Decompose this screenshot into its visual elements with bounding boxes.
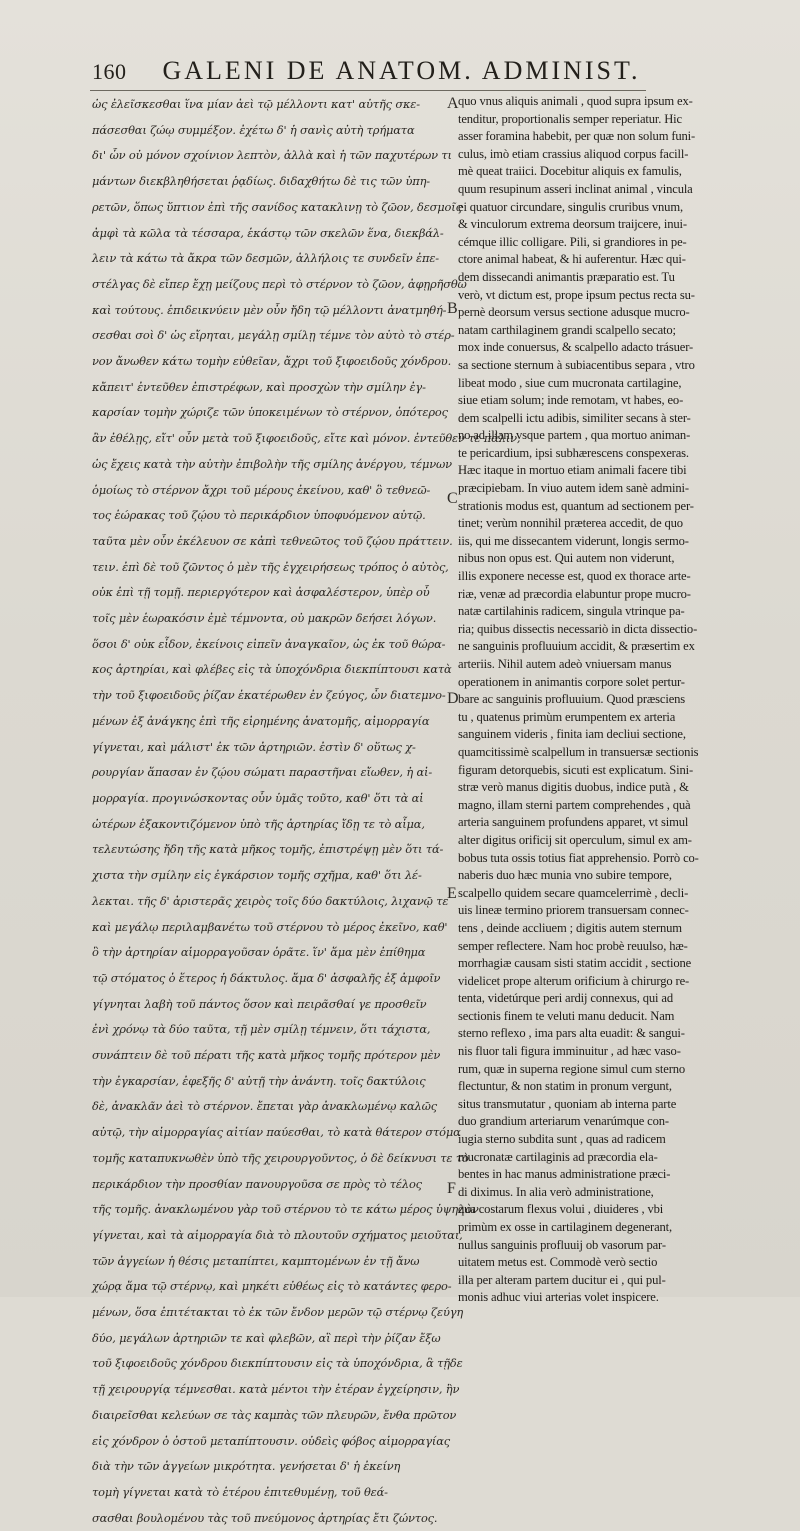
- latin-line: quo vnus aliquis animali , quod supra ipsum ex-: [458, 94, 693, 108]
- latin-line: illis exponere necesse est, quod ex thorace arte-: [458, 569, 691, 584]
- latin-line: sterno reflexo , ima pars alta euadit: & sangui-: [458, 1026, 685, 1041]
- latin-line: tu , quatenus primùm erumpentem ex arteria: [458, 709, 676, 724]
- latin-line: iugia sterno subdita sunt , quas ad radicem: [458, 1132, 666, 1147]
- latin-line: iis, qui me dissecantem viderunt, longis sermo-: [458, 533, 689, 548]
- greek-line: ὅσοι δ' οὐκ εἶδον, ἐκείνοις εἰπεῖν ἀναγκαῖον, ὡς ἐκ τοῦ θώρα-: [92, 636, 446, 651]
- greek-line: τομὴ γίγνεται κατὰ τὸ ἑτέρου ἐπιτεθυμένῃ, τοῦ θεά-: [92, 1484, 388, 1499]
- greek-line: λεκται. τῆς δ' ἀριστερᾶς χειρὸς τοῖς δύο δακτύλοις, λιχανῷ τε: [92, 893, 449, 908]
- latin-line: arteriis. Nihil autem adeò vniuersam manus: [458, 657, 672, 671]
- greek-line: οὐκ ἐπὶ τῇ τομῇ. περιεργότερον καὶ ἀσφαλέστερον, ὑπὲρ οὗ: [92, 585, 430, 600]
- greek-line: λειν τὰ κάτω τὰ ἄκρα τῶν δεσμῶν, ἀλλήλοις τε συνδεῖν ἐπε-: [92, 251, 440, 266]
- latin-line: riæ, venæ ad præcordia elabuntur prope mucro-: [458, 586, 691, 601]
- latin-line: illa per alteram partem ducitur ei , qui pul-: [458, 1272, 666, 1287]
- latin-line: te pericardium, ipsi subhærescens conspexeras.: [458, 445, 689, 460]
- latin-line: duo grandium arteriarum venarúmque con-: [458, 1114, 669, 1129]
- greek-line: κἄπειτ' ἐντεῦθεν ἐπιστρέφων, καὶ προσχὼν τὴν σμίλην ἐγ-: [92, 379, 426, 394]
- greek-line: ρετῶν, ὅπως ὕπτιον ἐπὶ τῆς σανίδος κατακλινῃ τὸ ζῶον, δεσμοῖς: [92, 199, 462, 214]
- greek-line: τῇ χειρουργίᾳ τέμνεσθαι. κατὰ μέντοι τὴν ἑτέραν ἐγχείρησιν, ἣν: [92, 1382, 460, 1397]
- latin-line: & vinculorum extrema deorsum traijcere, inui-: [458, 217, 687, 232]
- greek-line: τοῖς μὲν ἑωρακόσιν ἐμὲ τέμνοντα, οὐ μακρῶν δεήσει λόγων.: [92, 611, 437, 626]
- latin-line: figuram detorquebis, sicuti est explicatum. Sini-: [458, 762, 694, 777]
- greek-line: στέλγας δὲ εἴπερ ἔχῃ μείζους περὶ τὸ στέρνον τὸ ζῶον, ἀφῃρῆσθω: [92, 276, 467, 291]
- latin-line: no ad illam vsque partem , qua mortuo animan-: [458, 428, 691, 443]
- latin-line: Hæc itaque in mortuo etiam animali facere tibi: [458, 463, 687, 478]
- greek-line: ρουργίαν ἅπασαν ἐν ζῴου σώματι παραστῆναι εἴωθεν, ἡ αἱ-: [92, 765, 433, 780]
- greek-line: ὡς ἔχεις κατὰ τὴν αὐτὴν ἐπιβολὴν τῆς σμίλης ἀνέργου, τέμνων: [92, 456, 452, 471]
- greek-line: τῶν ἀγγείων ἡ θέσις μεταπίπτει, καμπτομένων ἐν τῇ ἄνω: [92, 1253, 420, 1268]
- latin-line: natam carthilaginem grandi scalpello secato;: [458, 322, 676, 337]
- greek-line: χώρᾳ ἅμα τῷ στέρνῳ, καὶ μηκέτι εὐθέως εἰς τὸ κατάντες φερο-: [92, 1279, 452, 1294]
- latin-line: præcipiebam. In viuo autem idem sanè admini-: [458, 481, 689, 496]
- greek-line: κος ἀρτηρίαι, καὶ φλέβες εἰς τὰ ὑποχόνδρια διεκπίπτουσι κατὰ: [92, 662, 452, 677]
- latin-line: tinet; verùm nonnihil præterea accedit, de quo: [458, 516, 683, 531]
- running-title: GALENI DE ANATOM. ADMINIST.: [162, 56, 641, 85]
- greek-line: ἂν ἐθέλῃς, εἴτ' οὖν μετὰ τοῦ ξιφοειδοῦς, εἴτε καὶ μόνον. ἐντεῦθεν τε πάλιν,: [92, 431, 521, 446]
- greek-line: ἐνὶ χρόνῳ τὰ δύο ταῦτα, τῇ μὲν σμίλῃ τέμνειν, ὅτι τάχιστα,: [92, 1022, 431, 1037]
- latin-line: tens , deinde accliuem ; digitis autem sternum: [458, 920, 682, 935]
- greek-line: τος ἑώρακας τοῦ ζῴου τὸ περικάρδιον ὑποφυόμενον αὐτῷ.: [92, 508, 426, 523]
- margin-letter: D: [447, 690, 459, 707]
- greek-line: ὡς ἐλεῖσκεσθαι ἵνα μίαν ἀεὶ τῷ μέλλοντι κατ' αὐτῆς σκε-: [92, 97, 420, 111]
- greek-line: τελευτώσης ἤδη τῆς κατὰ μῆκος τομῆς, ἐπιστρέψῃ μὲν ὅτι τά-: [92, 842, 444, 857]
- latin-line: ne sanguinis profluuium accidit, & præsertim ex: [458, 639, 695, 654]
- page-number: 160: [92, 59, 127, 84]
- greek-line: γίγνηται λαβὴ τοῦ πάντος ὅσον καὶ πειρᾶσθαί γε προσθεῖν: [92, 996, 427, 1011]
- latin-line: qua costarum flexus volui , diuideres , vbi: [458, 1202, 664, 1217]
- latin-line: asser foramina habebit, per quæ non solum funi-: [458, 129, 696, 144]
- latin-line: quamcitissimè scalpellum in transuersæ sectionis: [458, 744, 699, 759]
- latin-line: bobus tuta ossis totius fiat apprehensio. Porrò co-: [458, 850, 699, 865]
- latin-line: flectuntur, & non statim in pronum vergunt,: [458, 1079, 672, 1094]
- latin-line: ria; quibus dissectis necessariò in dicta dissectio-: [458, 621, 698, 636]
- greek-line: μορραγία. προγινώσκοντας οὖν ὑμᾶς τοῦτο, καθ' ὅτι τὰ αἱ: [92, 790, 424, 805]
- latin-line: monis adhuc viui arterias volet inspicere.: [458, 1290, 659, 1305]
- latin-line: semper reflectere. Nam hoc probè reuulso, hæ-: [458, 938, 688, 953]
- latin-line: tenta, videtúrque peri ardij connexus, qui ad: [458, 991, 673, 1006]
- latin-line: natæ cartilahinis radicem, singula vtrinque pa-: [458, 604, 685, 619]
- latin-line: situs transmutatur , quoniam ab interna parte: [458, 1096, 677, 1111]
- latin-line: bentes in hac manus administratione præci-: [458, 1167, 671, 1182]
- greek-line: διαιρεῖσθαι κελεύων σε τὰς καμπὰς τῶν πλευρῶν, ἔνθα πρῶτον: [92, 1407, 457, 1422]
- latin-line: dem scalpelli ictu adibis, similiter secans à ster-: [458, 410, 691, 425]
- greek-line: τῆς τομῆς. ἀνακλωμένου γὰρ τοῦ στέρνου τὸ τε κάτω μέρος ὑψηλὸν: [92, 1202, 479, 1217]
- greek-line: ὁμοίως τὸ στέρνον ἄχρι τοῦ μέρους ἐκείνου, καθ' ὃ τεθνεῶ-: [92, 482, 431, 497]
- greek-line: καὶ μεγάλῳ περιλαμβανέτω τοῦ στέρνου τὸ μέρος ἐκεῖνο, καθ': [92, 919, 448, 934]
- latin-line: nibus non opus est. Qui autem non viderunt,: [458, 551, 675, 566]
- greek-line: τὴν ἐγκαρσίαν, ἐφεξῆς δ' αὐτῇ τὴν ἀνάντη. τοῖς δακτύλοις: [92, 1073, 426, 1088]
- margin-letter: E: [447, 885, 457, 902]
- latin-line: scalpello quidem secare quamcelerrimè , decli-: [458, 885, 689, 900]
- greek-line: δύο, μεγάλων ἀρτηριῶν τε καὶ φλεβῶν, αἳ περὶ τὴν ῥίζαν ἔξω: [92, 1330, 441, 1345]
- greek-line: νον ἄνωθεν κάτω τομὴν εὐθεῖαν, ἄχρι τοῦ ξιφοειδοῦς χόνδρου.: [92, 354, 452, 369]
- latin-line: mè queat traiici. Docebitur aliquis ex famulis,: [458, 164, 682, 179]
- latin-line: dem dissecandi animantis præparatio est. Tu: [458, 269, 675, 284]
- greek-line: ὠτέρων ἐξακοντιζόμενον ὑπὸ τῆς ἀρτηρίας ἴδῃ τε τὸ αἷμα,: [92, 816, 425, 831]
- latin-line: videlicet prope alterum orificium à chirurgo re-: [458, 973, 690, 988]
- greek-line: δὲ, ἀνακλᾶν ἀεὶ τὸ στέρνον. ἔπεται γὰρ ἀνακλωμένῳ καλῶς: [92, 1099, 437, 1114]
- latin-line: rum, quæ in superna regione simul cum sterno: [458, 1061, 686, 1076]
- greek-line: τοῦ ξιφοειδοῦς χόνδρου διεκπίπτουσιν εἰς τὰ ὑποχόνδρια, ἃ τῇδε: [92, 1356, 463, 1371]
- latin-line: arteria sanguinem profundens apparet, vt simul: [458, 815, 689, 830]
- latin-line: naberis duo hæc munia vno subire tempore,: [458, 868, 672, 883]
- greek-line: συνάπτειν δὲ τοῦ πέρατι τῆς κατὰ μῆκος τομῆς πρότερον μὲν: [92, 1048, 441, 1063]
- greek-line: εἰς χόνδρον ὁ ὀστοῦ μεταπίπτουσιν. οὐδεὶς φόβος αἱμορραγίας: [92, 1433, 450, 1448]
- latin-line: culus, imò etiam crassius aliquod corpus facill-: [458, 146, 689, 161]
- latin-line: operationem in animantis corpore solet pertur-: [458, 674, 685, 689]
- greek-line: μένων, ὅσα ἐπιτέτακται τὸ ἐκ τῶν ἔνδον μερῶν τῷ στέρνῳ ζεύγη: [92, 1305, 464, 1320]
- margin-letter: B: [447, 300, 458, 317]
- latin-line: sanguinem videris , finita iam decliui sectione,: [458, 727, 686, 742]
- greek-line: τῷ στόματος ὁ ἕτερος ἡ δάκτυλος. ἅμα δ' ἀσφαλῆς ἐξ ἀμφοῖν: [92, 970, 441, 985]
- greek-line: τειν. ἐπὶ δὲ τοῦ ζῶντος ὁ μὲν τῆς ἐγχειρήσεως τρόπος ὁ αὐτὸς,: [92, 559, 449, 574]
- latin-line: strationis modus est, quantum ad sectionem per-: [458, 498, 694, 513]
- greek-line: τομῆς καταπυκνωθὲν ὑπὸ τῆς χειρουργοῦντος, ὁ δὲ δείκνυσι τε τὸ: [92, 1150, 469, 1165]
- latin-line: quum resupinum asseri inclinat animal , vincula: [458, 181, 693, 196]
- latin-line: di diximus. In alia verò administratione,: [458, 1184, 654, 1199]
- latin-line: nullus sanguinis profluuij ob vasorum par-: [458, 1237, 666, 1252]
- latin-line: pernè deorsum versus sectione adusque mucro-: [458, 305, 690, 320]
- latin-line: sa sectione sternum à subiacentibus separa , vtro: [458, 357, 695, 372]
- latin-line: uis lineæ termino priorem transuersam connec-: [458, 903, 689, 918]
- latin-line: alter digitus orificij sit operculum, simul ex am-: [458, 832, 692, 847]
- greek-line: πάσεσθαι ζώῳ συμμέξον. ἐχέτω δ' ἡ σανὶς αὐτὴ τρήματα: [92, 122, 415, 137]
- margin-letter: A: [447, 95, 459, 112]
- latin-line: bare ac sanguinis profluuium. Quod præsciens: [458, 692, 686, 707]
- latin-line: ei quatuor circundare, singulis cruribus vnum,: [458, 199, 683, 214]
- latin-line: sectionis finem te veluti manu deducit. Nam: [458, 1008, 675, 1023]
- greek-line: γίγνεται, καὶ μάλιστ' ἐκ τῶν ἀρτηριῶν. ἐστὶν δ' οὕτως χ-: [92, 739, 416, 754]
- greek-line: μάντων διεκβληθήσεται ῥᾳδίως. διδαχθήτω δὲ τις τῶν ὑπη-: [92, 174, 430, 189]
- margin-letter: C: [447, 490, 458, 507]
- latin-line: verò, vt dictum est, prope ipsum pectus recta su-: [458, 287, 695, 302]
- greek-line: διὰ τὴν τῶν ἀγγείων μικρότητα. γενήσεται δ' ἡ ἐκείνη: [92, 1459, 401, 1474]
- margin-letter: F: [447, 1180, 456, 1197]
- latin-line: primùm ex osse in cartilaginem degenerant,: [458, 1220, 673, 1234]
- greek-line: χιστα τὴν σμίλην εἰς ἐγκάρσιον τομῆς σχῆμα, καθ' ὅτι λέ-: [92, 868, 422, 883]
- greek-line: τὴν τοῦ ξιφοειδοῦς ῥίζαν ἑκατέρωθεν ἐν ζεύγος, ὧν διατεμνο-: [92, 688, 446, 703]
- greek-line: καὶ τούτους. ἐπιδεικνύειν μὲν οὖν ἤδη τῷ μέλλοντι ἀνατμηθή-: [92, 302, 447, 317]
- greek-line: ταῦτα μὲν οὖν ἐκέλευον σε κἀπὶ τεθνεῶτος τοῦ ζῴου πράττειν.: [92, 533, 453, 548]
- latin-line: ctore animal habeat, & hi auferentur. Hæc qui-: [458, 252, 686, 267]
- latin-text-column: [458, 63, 699, 1305]
- greek-text-column: [92, 92, 521, 1525]
- latin-line: siue etiam solum; inde remotam, vt habes, eo-: [458, 393, 684, 408]
- greek-line: αὐτῷ, τὴν αἱμορραγίας αἰτίαν παύεσθαι, τὸ κατὰ θάτερον στόμα: [92, 1125, 461, 1140]
- latin-line: mucronatæ cartilaginis ad præcordia ela-: [458, 1149, 658, 1164]
- latin-line: mox inde conuersus, & scalpello adacto trásuer-: [458, 340, 694, 355]
- latin-line: libeat modo , siue cum mucronata cartilagine,: [458, 375, 682, 390]
- latin-line: magno, illam sterni partem comprehendes , quà: [458, 797, 691, 812]
- latin-line: uitatem metus est. Commodè verò sectio: [458, 1255, 658, 1270]
- greek-line: περικάρδιον τὴν προσθίαν πανουργοῦσα σε πρὸς τὸ τέλος: [92, 1176, 422, 1191]
- greek-line: καρσίαν τομὴν χώριζε τῶν ὑποκειμένων τὸ στέρνον, ὁπότερος: [92, 405, 448, 420]
- latin-line: stræ verò manus digitis duobus, indice putà , &: [458, 780, 689, 795]
- greek-line: ἀμφὶ τὰ κῶλα τὰ τέσσαρα, ἑκάστῳ τῶν σκελῶν ἕνα, διεκβάλ-: [92, 225, 444, 240]
- latin-line: nis fluor tali figura imminuitur , ad hæc vaso-: [458, 1044, 681, 1059]
- greek-line: δι' ὧν οὐ μόνον σχοίνιον λεπτὸν, ἀλλὰ καὶ ἡ τῶν παχυτέρων τι: [92, 148, 452, 163]
- latin-line: tenditur, proportionalis semper reperiatur. Hic: [458, 111, 682, 126]
- greek-line: μένων ἐξ ἀνάγκης ἐπὶ τῆς εἰρημένης ἀνατομῆς, αἱμορραγία: [92, 713, 430, 728]
- greek-line: σεσθαι σοὶ δ' ὡς εἴρηται, μεγάλῃ σμίλῃ τέμνε τὸν αὐτὸ τὸ στέρ-: [92, 328, 455, 343]
- greek-line: ὃ τὴν ἀρτηρίαν αἱμορραγοῦσαν ὁρᾶτε. ἵν' ἅμα μὲν ἐπίθημα: [92, 945, 426, 960]
- greek-line: σασθαι βουλομένου τὰς τοῦ πνεύμονος ἀρτηρίας ἔτι ζώντος.: [92, 1510, 438, 1525]
- latin-line: morrhagiæ causam sisti statim accidit , sectione: [458, 956, 692, 971]
- greek-line: γίγνεται, καὶ τὰ αἱμορραγία διὰ τὸ πλουτοῦν σχήματος μειοῦται,: [92, 1227, 463, 1242]
- latin-line: cémque illic colligare. Pili, si grandiores in pe-: [458, 234, 687, 249]
